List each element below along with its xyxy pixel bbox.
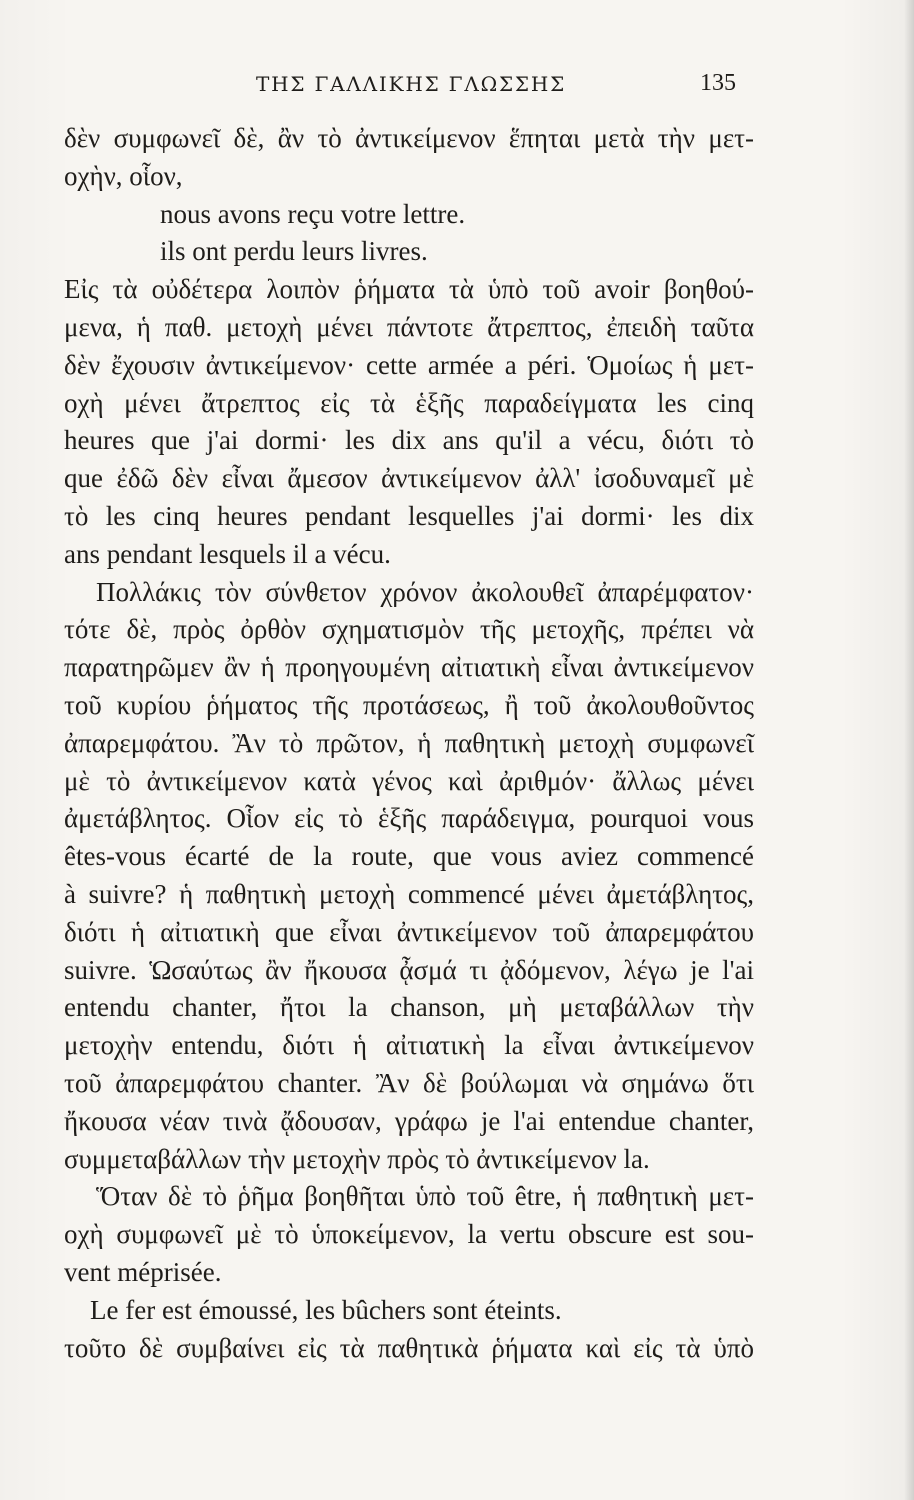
text-line: Εἰς τὰ οὐδέτερα λοιπὸν ῥήματα τὰ ὑπὸ τοῦ avoir βοηθού-	[64, 274, 754, 305]
text-line: οχὴν, οἷον,	[64, 160, 183, 191]
text-line: vent méprisée.	[64, 1256, 222, 1287]
text-line: οχὴ μένει ἄτρεπτος εἰς τὰ ἑξῆς παραδείγματα les cinq	[64, 387, 754, 418]
example-line: ils ont perdu leurs livres.	[160, 236, 428, 267]
running-head: ΤΗΣ ΓΑΛΛΙΚΗΣ ΓΛΩΣΣΗΣ	[256, 72, 567, 96]
example-line: Le fer est émoussé, les bûchers sont éteints.	[90, 1294, 562, 1325]
text-line: μετοχὴν entendu, διότι ἡ αἰτιατικὴ la εἶναι ἀντικείμενον	[64, 1030, 754, 1061]
text-line: êtes-vous écarté de la route, que vous aviez commencé	[64, 841, 754, 872]
text-line: τοῦ κυρίου ῥήματος τῆς προτάσεως, ἢ τοῦ ἀκολουθοῦντος	[64, 689, 754, 720]
text-line: τότε δὲ, πρὸς ὀρθὸν σχηματισμὸν τῆς μετοχῆς, πρέπει νὰ	[64, 614, 754, 645]
text-line: τοῦτο δὲ συμβαίνει εἰς τὰ παθητικὰ ῥήματα καὶ εἰς τὰ ὑπὸ	[64, 1332, 754, 1363]
text-line: μὲ τὸ ἀντικείμενον κατὰ γένος καὶ ἀριθμόν· ἄλλως μένει	[64, 765, 754, 796]
text-line: παρατηρῶμεν ἂν ἡ προηγουμένη αἰτιατικὴ εἶναι ἀντικείμενον	[64, 652, 754, 683]
text-line: suivre. Ὡσαύτως ἂν ἤκουσα ᾆσμά τι ᾀδόμενον, λέγω je l'ai	[64, 954, 754, 985]
text-line: δὲν ἔχουσιν ἀντικείμενον· cette armée a péri. Ὁμοίως ἡ μετ-	[64, 349, 754, 380]
paragraph-start-line: Ὅταν δὲ τὸ ῥῆμα βοηθῆται ὑπὸ τοῦ être, ἡ παθητικὴ μετ-	[96, 1181, 754, 1212]
page-edge-shadow	[904, 0, 914, 1500]
text-line: συμμεταβάλλων τὴν μετοχὴν πρὸς τὸ ἀντικείμενον la.	[64, 1143, 650, 1174]
page-header	[0, 72, 914, 104]
text-line: entendu chanter, ἤτοι la chanson, μὴ μεταβάλλων τὴν	[64, 992, 754, 1023]
main-text	[64, 120, 754, 1367]
text-line: ἀμετάβλητος. Οἷον εἰς τὸ ἑξῆς παράδειγμα, pourquoi vous	[64, 803, 754, 834]
text-line: διότι ἡ αἰτιατικὴ que εἶναι ἀντικείμενον τοῦ ἀπαρεμφάτου	[64, 916, 754, 947]
text-line: δὲν συμφωνεῖ δὲ, ἂν τὸ ἀντικείμενον ἕπηται μετὰ τὴν μετ-	[64, 123, 754, 153]
text-line: οχὴ συμφωνεῖ μὲ τὸ ὑποκείμενον, la vertu obscure est sou-	[64, 1219, 754, 1250]
text-line: que ἐδῶ δὲν εἶναι ἄμεσον ἀντικείμενον ἀλλ' ἰσοδυναμεῖ μὲ	[64, 463, 754, 494]
text-line: τὸ les cinq heures pendant lesquelles j'ai dormi· les dix	[64, 500, 754, 531]
paragraph-start-line: Πολλάκις τὸν σύνθετον χρόνον ἀκολουθεῖ ἀπαρέμφατον·	[96, 576, 754, 607]
text-line: ἀπαρεμφάτου. Ἂν τὸ πρῶτον, ἡ παθητικὴ μετοχὴ συμφωνεῖ	[64, 727, 754, 758]
text-line: à suivre? ἡ παθητικὴ μετοχὴ commencé μένει ἀμετάβλητος,	[64, 878, 754, 909]
page-number: 135	[700, 70, 736, 96]
example-line: nous avons reçu votre lettre.	[160, 198, 466, 229]
text-line: heures que j'ai dormi· les dix ans qu'il a vécu, διότι τὸ	[64, 425, 754, 456]
text-line: ans pendant lesquels il a vécu.	[64, 538, 391, 569]
text-line: μενα, ἡ παθ. μετοχὴ μένει πάντοτε ἄτρεπτος, ἐπειδὴ ταῦτα	[64, 311, 754, 342]
text-line: ἤκουσα νέαν τινὰ ᾄδουσαν, γράφω je l'ai entendue chanter,	[64, 1105, 754, 1136]
text-line: τοῦ ἀπαρεμφάτου chanter. Ἂν δὲ βούλωμαι νὰ σημάνω ὅτι	[64, 1067, 754, 1098]
